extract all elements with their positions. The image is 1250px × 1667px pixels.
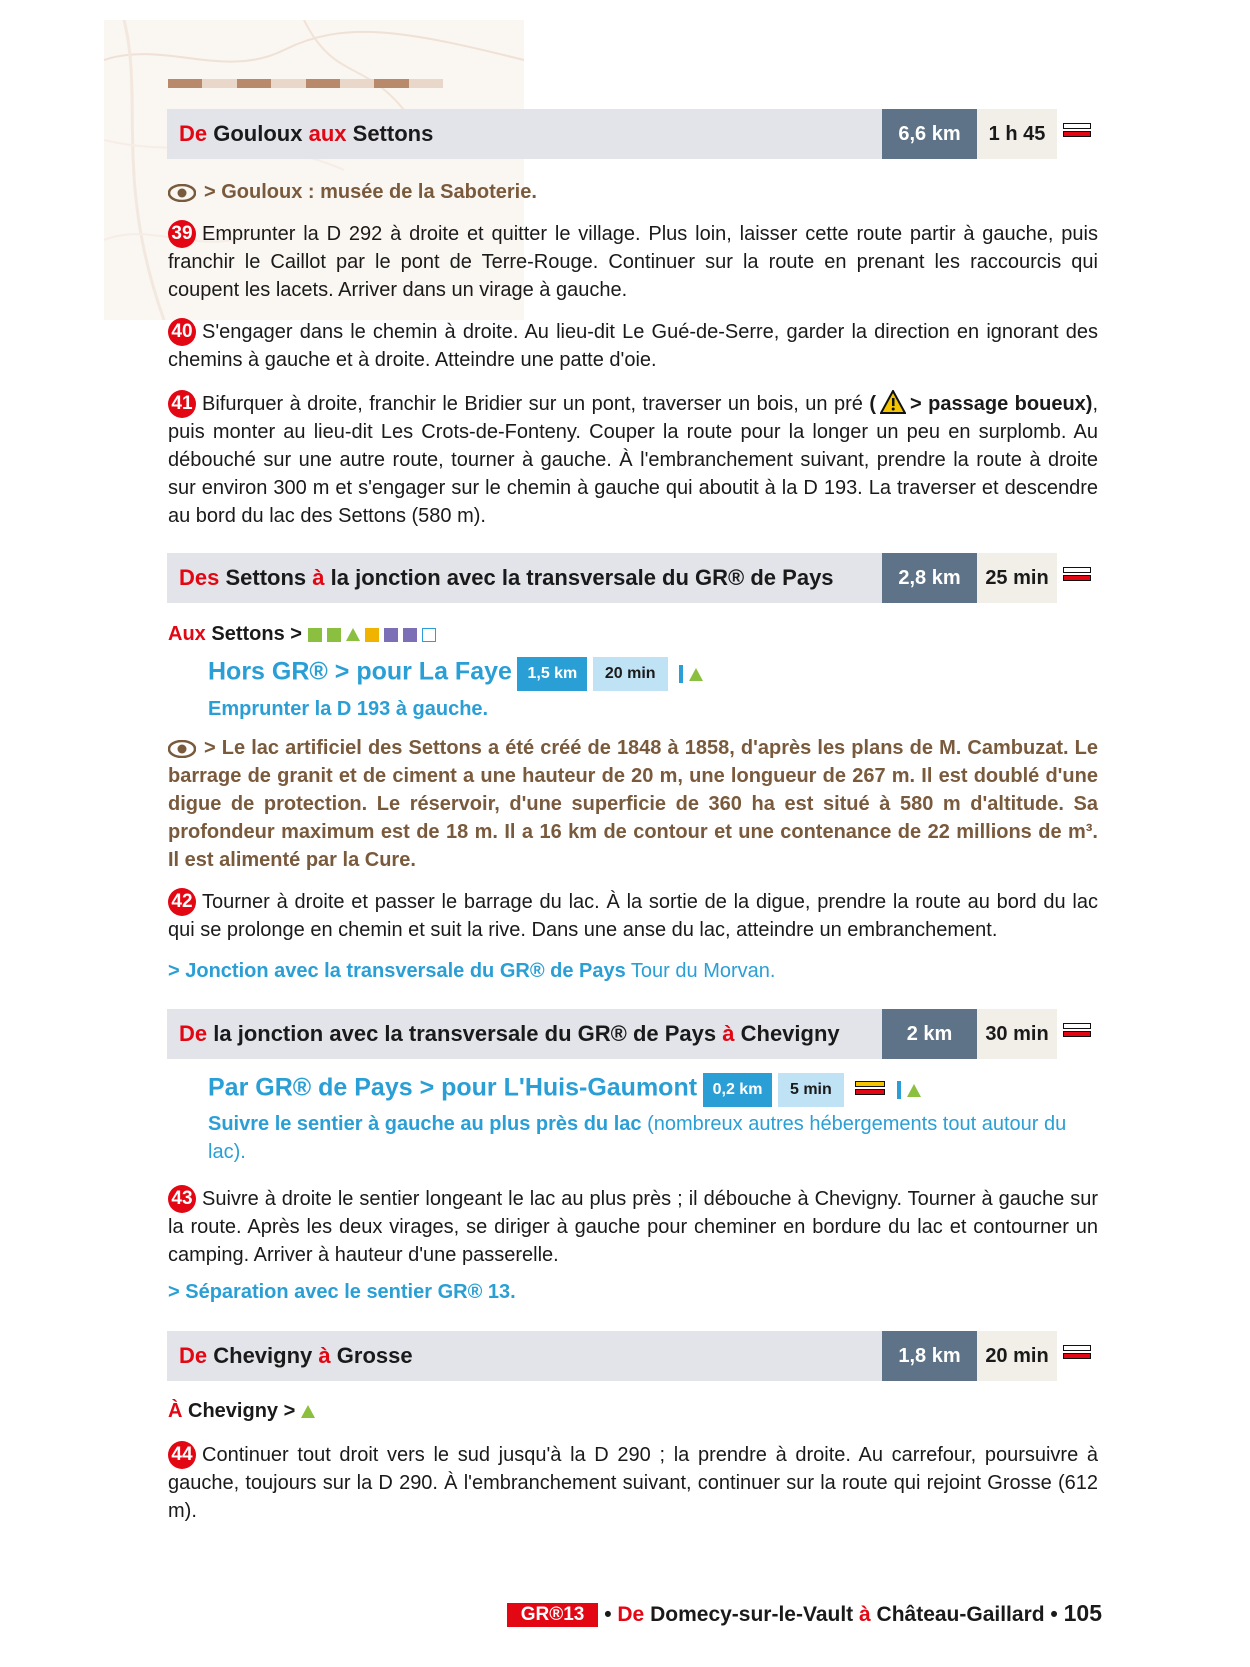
step-42: 42 Tourner à droite et passer le barrage du lac. À la sortie de la digue, prendre la route au bord du lac qui se prolonge en chemin et suit la rive. Dans une anse du lac, atteindre un embranchement. xyxy=(168,888,1098,944)
service-icons xyxy=(308,623,441,645)
section-header-jonction-chevigny xyxy=(167,1009,1087,1059)
white-red-marker-icon xyxy=(1063,1023,1091,1043)
detour-distance: 1,5 km xyxy=(517,657,587,691)
eye-icon xyxy=(168,184,196,202)
step-40: 40 S'engager dans le chemin à droite. Au lieu-dit Le Gué-de-Serre, garder la direction en ignorant des chemins à gauche et à droite. Atteindre une patte d'oie. xyxy=(168,318,1098,374)
step-39: 39 Emprunter la D 292 à droite et quitter le village. Plus loin, laisser cette route partir à gauche, puis franchir le Caillot par le pont de Terre-Rouge. Continuer sur la route en prenant les raccourcis qui coupent les lacets. Arriver dans un virage à gauche. xyxy=(168,220,1098,304)
step-number-badge: 39 xyxy=(168,220,196,248)
services-chevigny: À Chevigny > xyxy=(168,1397,1098,1425)
yellow-red-marker-icon xyxy=(855,1081,885,1099)
section-title: Des Settons à la jonction avec la transversale du GR® de Pays xyxy=(167,553,882,603)
jonction-note: > Jonction avec la transversale du GR® de Pays Tour du Morvan. xyxy=(168,960,776,982)
hors-gr-instruction: Emprunter la D 193 à gauche. xyxy=(208,698,489,720)
section-distance: 2,8 km xyxy=(882,553,977,603)
step-number-badge: 42 xyxy=(168,888,196,916)
variant-distance: 0,2 km xyxy=(703,1073,773,1107)
section-time: 25 min xyxy=(977,553,1057,603)
eye-icon xyxy=(168,740,196,758)
cafe-icon xyxy=(403,628,417,642)
section-header-chevigny-grosse xyxy=(167,1331,1087,1381)
hotel-icon xyxy=(308,628,322,642)
note-gouloux: > Gouloux : musée de la Saboterie. xyxy=(168,178,1098,206)
detour-time: 20 min xyxy=(593,657,668,691)
step-41: 41 Bifurquer à droite, franchir le Bridier sur un pont, traverser un bois, un pré ( > passage boueux), puis monter au lieu-dit Les Crots-de-Fonteny. Couper la route pour la longer un peu en surplomb. Au débouché sur une autre route, tourner à gauche. À l'embranchement suivant, prendre la route à droite sur environ 300 m et s'engager sur le chemin à gauche qui aboutit à la D 193. La traverser et descendre au bord du lac des Settons (580 m). xyxy=(168,390,1098,530)
tent-icon xyxy=(689,668,703,681)
par-gr-huis-gaumont: Par GR® de Pays > pour L'Huis-Gaumont 0,2 km 5 min xyxy=(208,1073,1098,1107)
page-number: 105 xyxy=(1063,1600,1102,1626)
shop-icon xyxy=(365,628,379,642)
step-number-badge: 44 xyxy=(168,1441,196,1469)
warning-icon xyxy=(880,390,906,414)
section-title: De Gouloux aux Settons xyxy=(167,109,882,159)
tent-icon xyxy=(301,1405,315,1418)
section-distance: 1,8 km xyxy=(882,1331,977,1381)
step-44: 44 Continuer tout droit vers le sud jusqu'à la D 290 ; la prendre à droite. Au carrefour, poursuivre à gauche, toujours sur la D 290. À l'embranchement suivant, continuer sur la route qui rejoint Grosse (612 m). xyxy=(168,1441,1098,1525)
section-time: 30 min xyxy=(977,1009,1057,1059)
step-number-badge: 40 xyxy=(168,318,196,346)
step-43: 43 Suivre à droite le sentier longeant le lac au plus près ; il débouche à Chevigny. Tourner à gauche sur la route. Après les deux virages, se diriger à gauche pour cheminer en bordure du lac et contourner un camping. Arriver à hauteur d'une passerelle. xyxy=(168,1185,1098,1269)
tent-icon xyxy=(907,1084,921,1097)
restaurant-icon xyxy=(384,628,398,642)
step-number-badge: 43 xyxy=(168,1185,196,1213)
section-time: 1 h 45 xyxy=(977,109,1057,159)
distance-scale-bar xyxy=(168,79,443,88)
section-title: De la jonction avec la transversale du GR® de Pays à Chevigny xyxy=(167,1009,882,1059)
gr-badge: GR®13 xyxy=(507,1603,599,1627)
section-header-settons-jonction xyxy=(167,553,1087,603)
white-red-marker-icon xyxy=(1063,1345,1091,1365)
section-header-gouloux-settons xyxy=(167,109,1087,159)
tent-icon xyxy=(346,628,360,641)
variant-time: 5 min xyxy=(778,1073,844,1107)
white-red-marker-icon xyxy=(1063,567,1091,587)
step-number-badge: 41 xyxy=(168,390,196,418)
info-icon xyxy=(422,628,436,642)
separation-note: > Séparation avec le sentier GR® 13. xyxy=(168,1281,516,1303)
gite-icon xyxy=(327,628,341,642)
hors-gr-la-faye: Hors GR® > pour La Faye 1,5 km 20 min xyxy=(208,657,1088,691)
page-footer: GR®13 • De Domecy-sur-le-Vault à Château-Gaillard • 105 xyxy=(507,1600,1102,1627)
note-lac-settons: > Le lac artificiel des Settons a été créé de 1848 à 1858, d'après les plans de M. Cambuzat. Le barrage de granit et de ciment a une hauteur de 20 m, une longueur de 267 m. Il est doublé d'une digue de protection. Le réservoir, d'une superficie de 360 ha est situé à 580 m d'altitude. Sa profondeur maximum est de 18 m. Il a 16 km de contour et une contenance de 22 millions de m³. Il est alimenté par la Cure. xyxy=(168,737,1098,871)
section-title: De Chevigny à Grosse xyxy=(167,1331,882,1381)
services-settons: Aux Settons > xyxy=(168,620,1098,648)
section-distance: 2 km xyxy=(882,1009,977,1059)
section-time: 20 min xyxy=(977,1331,1057,1381)
section-distance: 6,6 km xyxy=(882,109,977,159)
par-gr-instruction: Suivre le sentier à gauche au plus près du lac (nombreux autres hébergements tout autour du lac). xyxy=(208,1113,1067,1163)
white-red-marker-icon xyxy=(1063,123,1091,143)
